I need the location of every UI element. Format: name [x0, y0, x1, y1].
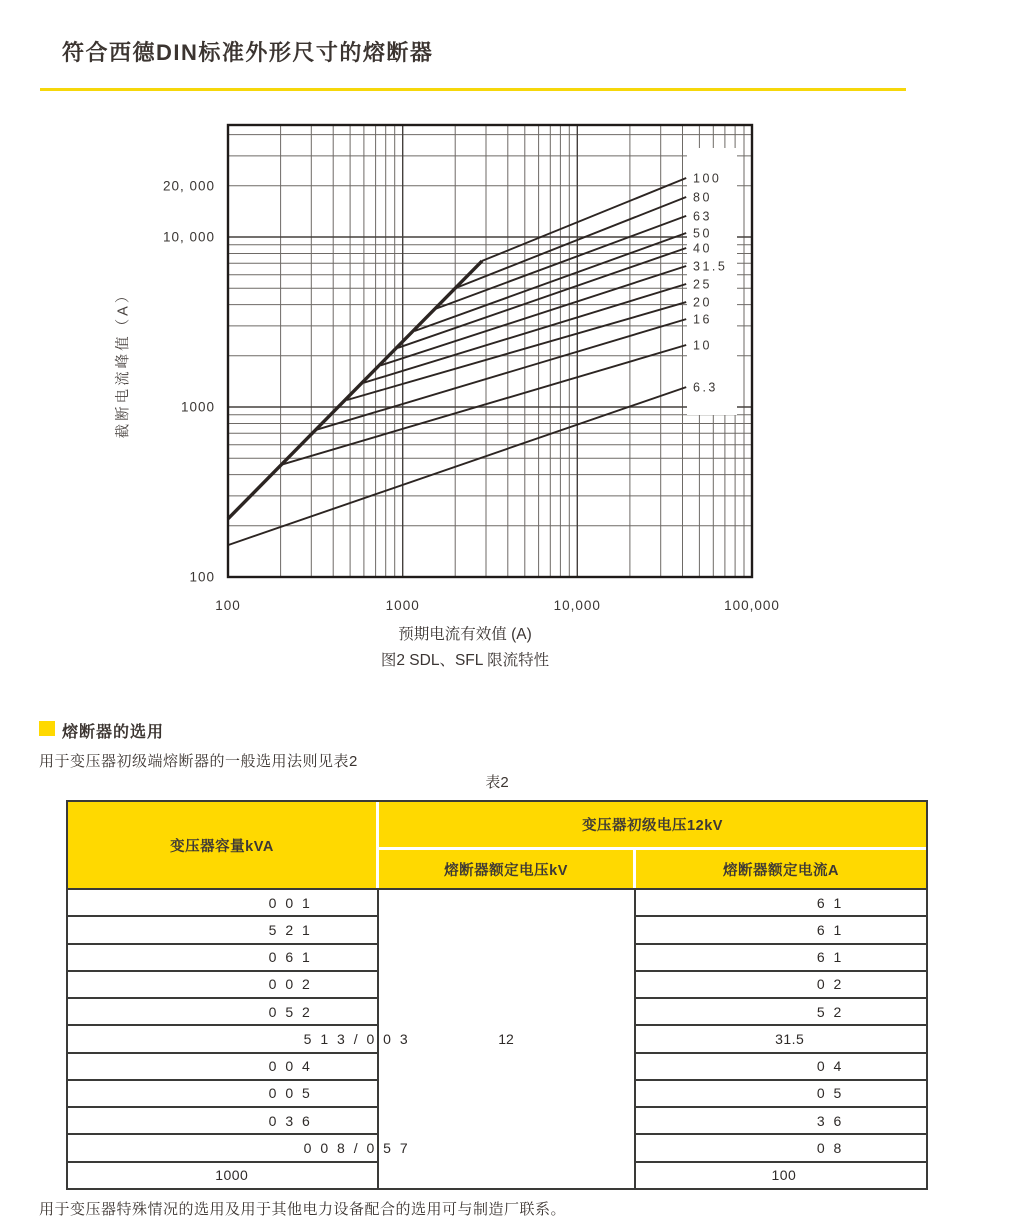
current-value: 0 8 — [816, 1140, 844, 1157]
table-row — [636, 997, 926, 1024]
section-heading: 熔断器的选用 — [62, 724, 165, 741]
table-row — [636, 915, 926, 942]
x-axis-title: 预期电流有效值 (A) — [398, 626, 532, 643]
capacity-value: 1000 — [215, 1167, 249, 1184]
table-row — [636, 1024, 926, 1051]
header-fuse-rated-voltage: 熔断器额定电压kV — [444, 862, 568, 879]
intro-text: 用于变压器初级端熔断器的一般选用法则见表2 — [39, 753, 358, 770]
current-value: 31.5 — [775, 1030, 805, 1047]
x-tick-label: 10,000 — [553, 598, 601, 613]
capacity-value: 0 6 1 — [268, 949, 313, 966]
current-value: 100 — [771, 1167, 797, 1184]
title-rule — [40, 88, 906, 91]
current-value: 6 1 — [816, 949, 844, 966]
page-title: 符合西德DIN标准外形尺寸的熔断器 — [62, 40, 434, 65]
table-row — [636, 890, 926, 915]
table-header — [68, 802, 926, 890]
curve-label: 6.3 — [693, 380, 718, 395]
fuse-selection-table — [66, 800, 928, 1190]
table-row — [68, 1106, 377, 1133]
header-fuse-rated-current: 熔断器额定电流A — [723, 862, 839, 879]
table-row — [636, 1106, 926, 1133]
table-row — [68, 1079, 377, 1106]
table-row — [68, 890, 377, 915]
table-row — [68, 915, 377, 942]
capacity-value: 5 1 3 / 0 0 3 — [303, 1030, 411, 1047]
header-transformer-capacity: 变压器容量kVA — [170, 838, 274, 855]
curve-label: 100 — [693, 171, 722, 186]
header-divider — [376, 802, 379, 888]
table-row — [68, 1024, 411, 1051]
rating-curve-10 — [283, 345, 686, 464]
curve-label: 25 — [693, 277, 712, 292]
capacity-value: 0 3 6 — [268, 1112, 313, 1129]
cutoff-current-chart — [130, 112, 790, 617]
capacity-value: 0 0 5 — [268, 1085, 313, 1102]
table-caption: 表2 — [485, 774, 509, 791]
table-row — [68, 970, 377, 997]
current-value: 0 5 — [816, 1085, 844, 1102]
voltage-value: 12 — [498, 1031, 514, 1047]
x-tick-label: 1000 — [385, 598, 420, 613]
current-value: 3 6 — [816, 1112, 844, 1129]
table-row — [636, 1052, 926, 1079]
curve-label: 50 — [693, 226, 712, 241]
current-value: 6 1 — [816, 894, 844, 911]
header-divider — [633, 850, 636, 888]
table-row — [68, 1052, 377, 1079]
table-row — [68, 1133, 411, 1160]
section-bullet-icon — [39, 721, 55, 736]
figure-caption: 图2 SDL、SFL 限流特性 — [380, 652, 550, 669]
current-value: 0 2 — [816, 976, 844, 993]
header-divider — [379, 847, 926, 850]
x-tick-label: 100,000 — [724, 598, 780, 613]
capacity-column — [68, 890, 411, 1188]
rating-curve-6.3 — [228, 387, 686, 545]
capacity-value: 0 0 4 — [268, 1058, 313, 1075]
rating-curve-100 — [482, 178, 686, 261]
curve-label: 31.5 — [693, 259, 728, 274]
table-row — [636, 1133, 926, 1160]
current-column — [636, 890, 926, 1188]
y-tick-label: 100 — [189, 569, 215, 585]
x-tick-label: 100 — [215, 598, 241, 613]
curve-label: 20 — [693, 295, 712, 310]
header-primary-voltage-group: 变压器初级电压12kV — [582, 818, 723, 834]
capacity-value: 5 2 1 — [268, 921, 313, 938]
envelope-curve — [228, 261, 482, 519]
rating-curve-20 — [347, 302, 686, 400]
capacity-value: 0 0 8 / 0 5 7 — [303, 1140, 411, 1157]
footer-note: 用于变压器特殊情况的选用及用于其他电力设备配合的选用可与制造厂联系。 — [39, 1201, 567, 1218]
y-tick-label: 20, 000 — [162, 178, 215, 194]
curve-label: 80 — [693, 190, 712, 205]
y-tick-label: 1000 — [180, 399, 215, 415]
plot-border — [228, 125, 752, 577]
table-row — [68, 997, 377, 1024]
y-tick-label: 10, 000 — [162, 229, 215, 245]
grid — [228, 125, 752, 577]
capacity-value: 0 0 2 — [268, 976, 313, 993]
table-row — [636, 1161, 926, 1188]
current-value: 0 4 — [816, 1058, 844, 1075]
chart-canvas — [130, 112, 790, 617]
table-row — [636, 943, 926, 970]
curve-label: 10 — [693, 338, 712, 353]
table-row — [68, 943, 377, 970]
curve-label: 40 — [693, 241, 712, 256]
capacity-value: 0 5 2 — [268, 1003, 313, 1020]
curve-label: 63 — [693, 209, 712, 224]
capacity-value: 0 0 1 — [268, 894, 313, 911]
y-axis-title: 截断电流峰值（A） — [115, 285, 132, 439]
current-value: 5 2 — [816, 1003, 844, 1020]
table-row — [636, 970, 926, 997]
curves — [228, 178, 686, 545]
table-row — [636, 1079, 926, 1106]
curve-label: 16 — [693, 312, 712, 327]
table-row — [68, 1161, 377, 1188]
current-value: 6 1 — [816, 921, 844, 938]
